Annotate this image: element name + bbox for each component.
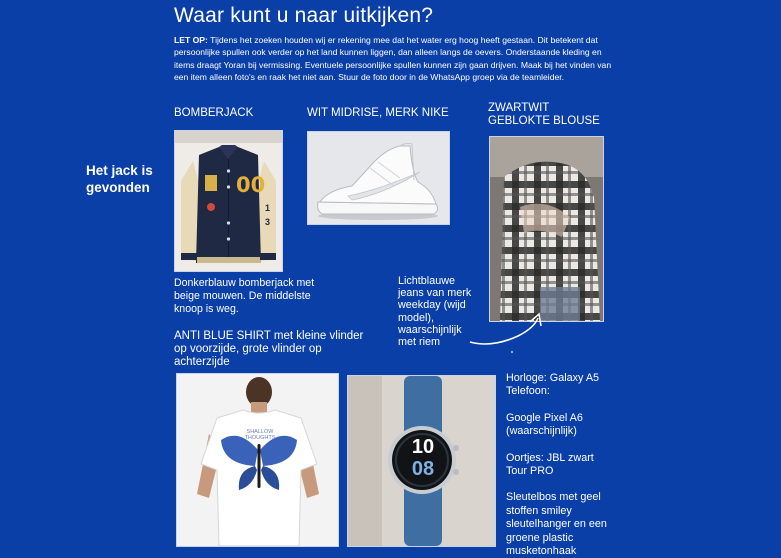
phone-label: Telefoon: <box>506 385 550 398</box>
nike-sneaker-image <box>308 132 449 224</box>
nike-photo <box>307 131 450 225</box>
bomber-sleeve-number: 13 <box>265 203 271 227</box>
shirt-title: ANTI BLUE SHIRT met kleine vlinder op voorzijde, grote vlinder op achterzijde <box>174 330 364 368</box>
warning-label: LET OP: <box>174 35 208 45</box>
earbuds-model-line2: Tour PRO <box>506 465 554 478</box>
bomber-patch-number: 00 <box>236 173 266 197</box>
phone-note: (waarschijnlijk) <box>506 425 577 438</box>
blouse-photo <box>489 136 604 322</box>
watch-minute: 08 <box>411 458 435 480</box>
nike-title: WIT MIDRISE, MERK NIKE <box>307 107 449 119</box>
shirt-image <box>177 374 338 546</box>
checked-blouse-image <box>490 137 603 321</box>
phone-model: Google Pixel A6 <box>506 411 583 424</box>
shirt-photo <box>176 373 339 547</box>
watch-photo <box>347 375 496 547</box>
shirt-print-text: SHALLOW THOUGHTS <box>244 429 276 441</box>
bomberjack-caption: Donkerblauw bomberjack met beige mouwen. De middelste knoop is weg. <box>174 277 315 315</box>
watch-hour: 10 <box>411 436 435 458</box>
warning-text: Tijdens het zoeken houden wij er rekening mee dat het water erg hoog heeft gestaan. Dit betekent dat persoonlijke spullen ook verder op het land kunnen liggen, dan alleen langs de oevers. Onderstaande kleding en items draagt Yoran bij vermissing. Eventuele persoonlijke spullen kunnen zijn gaan drijven. Maak bij het vinden van een item alleen foto's en raak het niet aan. Stuur de foto door in de WhatsApp groep via de teamleider. <box>174 35 612 83</box>
arrow-icon <box>468 300 548 360</box>
found-annotation: Het jack is gevonden <box>86 163 153 195</box>
warning-note <box>174 34 614 84</box>
jeans-note: Lichtblauwe jeans van merk weekday (wijd model), waarschijnlijk met riem <box>398 275 472 349</box>
page-title: Waar kunt u naar uitkijken? <box>174 4 434 27</box>
blouse-title: ZWARTWIT GEBLOKTE BLOUSE <box>488 102 600 127</box>
watch-model: Horloge: Galaxy A5 <box>506 372 600 384</box>
keys-description: Sleutelbos met geel stoffen smiley sleutelhanger en een groene plastic musketonhaak <box>506 491 607 558</box>
bomberjack-photo <box>174 130 283 272</box>
side-info <box>506 372 616 558</box>
bomberjack-title: BOMBERJACK <box>174 107 254 119</box>
earbuds-model: Oortjes: JBL zwart <box>506 451 594 464</box>
